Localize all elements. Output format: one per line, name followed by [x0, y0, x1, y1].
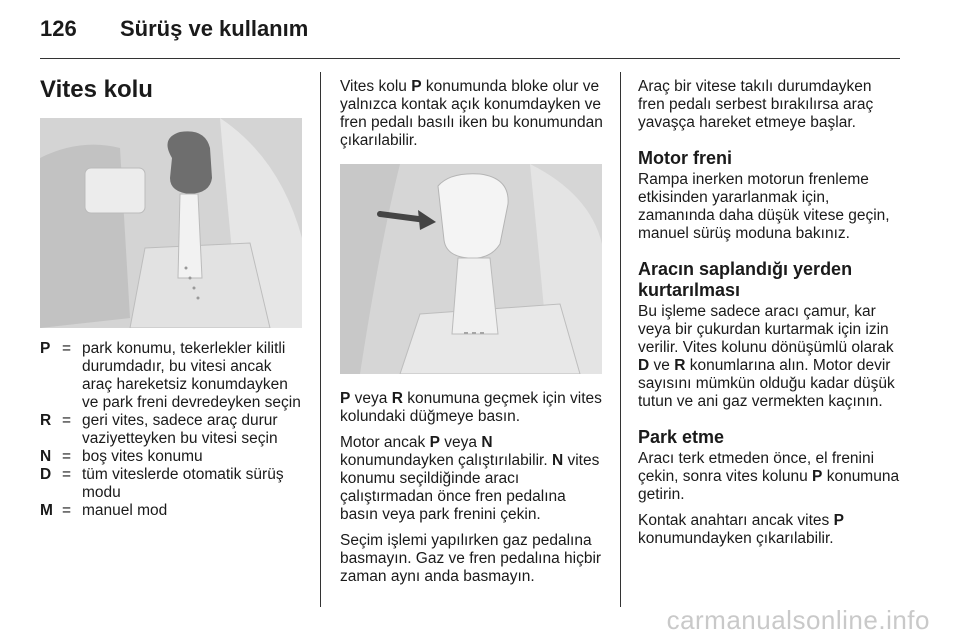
column-3	[638, 78, 902, 556]
definition-row: D = tüm viteslerde otomatik sürüş modu	[40, 466, 302, 502]
definition-row: M = manuel mod	[40, 502, 302, 520]
gear-lever-photo	[40, 118, 302, 328]
paragraph-creep: Araç bir vitese takılı durumdayken fren pedalı serbest bırakılırsa araç yavaşça hareket etmeye başlar.	[638, 78, 874, 131]
paragraph-motor-freni: Rampa inerken motorun frenleme etkisinden yararlanmak için, zamanında daha düşük vitese geçin, manuel sürüş moduna bakınız.	[638, 171, 890, 242]
heading-kurtarma: Aracın saplandığı yerden kurtarılması	[638, 259, 853, 300]
paragraph-kurtarma: Bu işleme sadece aracı çamur, kar veya bir çukurdan kurtarmak için izin verilir. Vites kolunu dönüşümlü olarak D ve R konumlarına alın. Motor devir sayısını mümkün olduğu kadar düşük tutun ve ani gaz vermekten kaçının.	[638, 303, 895, 410]
watermark: carmanualsonline.info	[666, 605, 930, 635]
definition-key: D	[40, 466, 52, 483]
header-rule	[40, 58, 900, 59]
paragraph-button: P veya R konumuna geçmek için vites kolundaki düğmeye basın.	[340, 390, 602, 425]
page-number: 126	[40, 16, 77, 41]
gear-button-illustration	[340, 164, 602, 374]
paragraph-lock: Vites kolu P konumunda bloke olur ve yalnızca kontak açık konumdayken ve fren pedalı basılı iken bu konumundan çıkarılabilir.	[340, 78, 603, 149]
definition-row: R = geri vites, sadece araç durur vaziyetteyken bu vitesi seçin	[40, 412, 302, 448]
section-title: Vites kolu	[40, 76, 153, 103]
gear-button-photo	[340, 164, 602, 374]
paragraph-start: Motor ancak P veya N konumundayken çalıştırılabilir. N vites konumu seçildiğinde aracı çalıştırmadan önce fren pedalına basın veya park frenini çekin.	[340, 434, 600, 523]
heading-park-etme: Park etme	[638, 427, 725, 447]
definition-key: N	[40, 448, 52, 465]
definition-text: park konumu, tekerlekler kilitli durumdadır, bu vitesi ancak araç hareketsiz konumdayken ve park freni devredeyken seçin	[82, 340, 301, 411]
column-2	[340, 78, 604, 594]
definition-row: P = park konumu, tekerlekler kilitli durumdadır, bu vitesi ancak araç hareketsiz konumdayken ve park freni devredeyken seçin	[40, 340, 301, 411]
heading-motor-freni: Motor freni	[638, 148, 732, 168]
definition-key: P	[40, 340, 51, 357]
definition-text: tüm viteslerde otomatik sürüş modu	[82, 466, 284, 501]
page-header	[40, 16, 308, 56]
gear-definitions	[40, 340, 302, 520]
column-divider-1	[320, 72, 321, 607]
definition-key: R	[40, 412, 52, 429]
definition-text: boş vites konumu	[82, 448, 203, 465]
definition-text: manuel mod	[82, 502, 168, 519]
column-1	[40, 76, 302, 520]
paragraph-park-1: Aracı terk etmeden önce, el frenini çekin, sonra vites kolunu P konumuna getirin.	[638, 450, 900, 503]
chapter-title: Sürüş ve kullanım	[120, 16, 309, 41]
definition-text: geri vites, sadece araç durur vaziyetteyken bu vitesi seçin	[82, 412, 278, 447]
paragraph-warning: Seçim işlemi yapılırken gaz pedalına basmayın. Gaz ve fren pedalına hiçbir zaman aynı anda basmayın.	[340, 532, 602, 585]
definition-key: M	[40, 502, 53, 519]
definition-row: N = boş vites konumu	[40, 448, 302, 466]
paragraph-park-2: Kontak anahtarı ancak vites P konumundayken çıkarılabilir.	[638, 512, 844, 547]
column-divider-2	[620, 72, 621, 607]
gear-lever-illustration	[40, 118, 302, 328]
